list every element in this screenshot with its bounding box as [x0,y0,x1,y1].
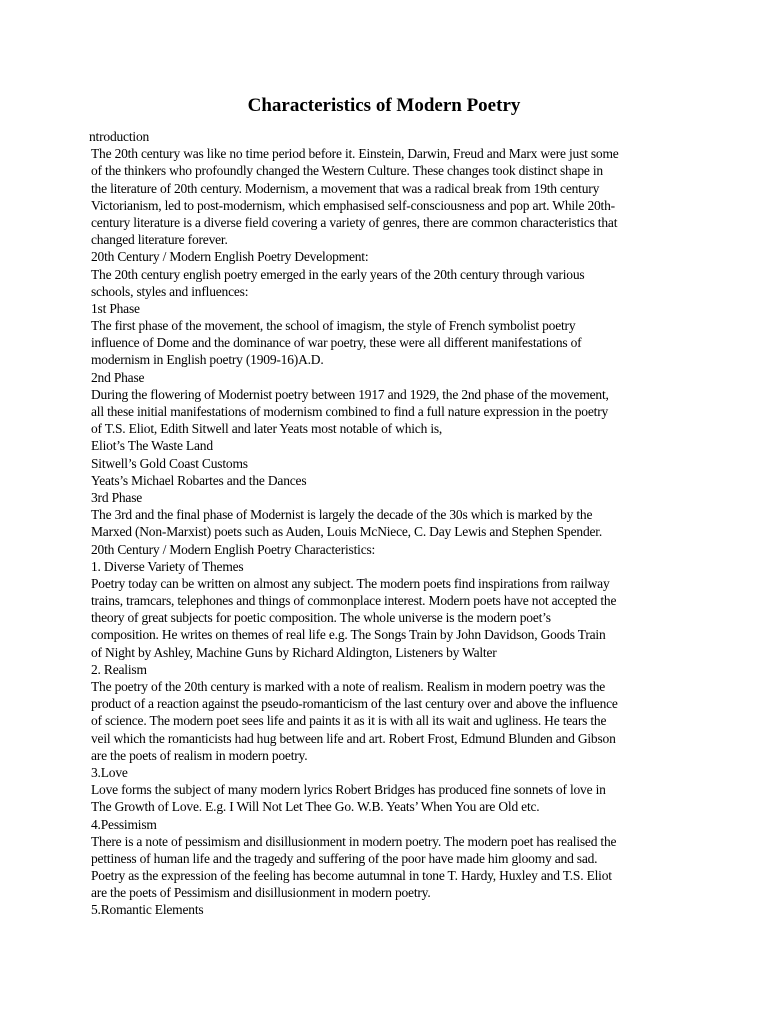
text-line: The first phase of the movement, the school of imagism, the style of French symbolist poetry [91,318,576,334]
text-line: 5.Romantic Elements [91,902,204,918]
text-line: Poetry as the expression of the feeling has become autumnal in tone T. Hardy, Huxley and T.S. Eliot [91,868,612,884]
text-line: schools, styles and influences: [91,283,249,299]
text-line: of T.S. Eliot, Edith Sitwell and later Yeats most notable of which is, [91,421,443,437]
text-line: The 3rd and the final phase of Modernist is largely the decade of the 30s which is marked by the [91,507,593,523]
text-line: 1st Phase [91,300,140,316]
text-line: 2nd Phase [91,369,145,385]
text-line: of Night by Ashley, Machine Guns by Richard Aldington, Listeners by Walter [91,644,497,660]
text-line: are the poets of realism in modern poetry. [91,747,308,763]
text-line: composition. He writes on themes of real life e.g. The Songs Train by John Davidson, Goods Train [91,627,606,643]
text-line: Sitwell’s Gold Coast Customs [91,455,248,471]
text-line: Yeats’s Michael Robartes and the Dances [91,472,307,488]
text-line: influence of Dome and the dominance of war poetry, these were all different manifestations of [91,335,582,351]
text-line: the literature of 20th century. Modernism, a movement that was a radical break from 19th century [91,180,600,196]
text-line: The 20th century english poetry emerged in the early years of the 20th century through various [91,266,585,282]
text-line: 3rd Phase [91,489,143,505]
text-line: 1. Diverse Variety of Themes [91,558,244,574]
text-line: of the thinkers who profoundly changed the Western Culture. These changes took distinct shape in [91,163,603,179]
text-line: Love forms the subject of many modern lyrics Robert Bridges has produced fine sonnets of love in [91,782,606,798]
text-line: The poetry of the 20th century is marked with a note of realism. Realism in modern poetry was the [91,679,606,694]
text-line: pettiness of human life and the tragedy and suffering of the poor have made him gloomy and sad. [91,850,598,866]
text-line: modernism in English poetry (1909-16)A.D. [91,352,324,368]
text-line: The Growth of Love. E.g. I Will Not Let Thee Go. W.B. Yeats’ When You are Old etc. [91,799,540,815]
text-line: changed literature forever. [91,232,228,248]
text-line: 2. Realism [91,661,147,677]
document-body [91,128,691,919]
text-line: product of a reaction against the pseudo-romanticism of the last century over and above the influence [91,696,618,712]
text-line: During the flowering of Modernist poetry between 1917 and 1929, the 2nd phase of the movement, [91,386,609,402]
text-line: century literature is a diverse field covering a variety of genres, there are common characteristics that [91,214,618,230]
text-line: Victorianism, led to post-modernism, which emphasised self-consciousness and pop art. While 20th- [91,197,615,213]
text-line: Eliot’s The Waste Land [91,438,213,454]
text-line: veil which the romanticists had hug between life and art. Robert Frost, Edmund Blunden and Gibson [91,730,616,746]
text-line: Marxed (Non-Marxist) poets such as Auden, Louis McNiece, C. Day Lewis and Stephen Spender. [91,524,603,540]
text-line: There is a note of pessimism and disillusionment in modern poetry. The modern poet has realised the [91,833,617,849]
text-line: 20th Century / Modern English Poetry Development: [91,249,369,265]
text-line: 4.Pessimism [91,816,157,832]
text-line: of science. The modern poet sees life and paints it as it is with all its wait and ugliness. He tears the [91,713,607,729]
text-line: all these initial manifestations of modernism combined to find a full nature expression in the poetry [91,404,609,419]
text-line: are the poets of Pessimism and disillusionment in modern poetry. [91,885,431,901]
text-line: ntroduction [89,129,150,144]
document-title: Characteristics of Modern Poetry [247,95,521,116]
text-line: 20th Century / Modern English Poetry Characteristics: [91,541,376,557]
text-line: trains, tramcars, telephones and things of commonplace interest. Modern poets have not accepted the [91,593,617,609]
text-line: 3.Love [91,764,128,780]
text-line: Poetry today can be written on almost any subject. The modern poets find inspirations from railway [91,575,610,591]
text-line: The 20th century was like no time period before it. Einstein, Darwin, Freud and Marx were just some [91,146,619,162]
text-line: theory of great subjects for poetic composition. The whole universe is the modern poet’s [91,610,551,626]
